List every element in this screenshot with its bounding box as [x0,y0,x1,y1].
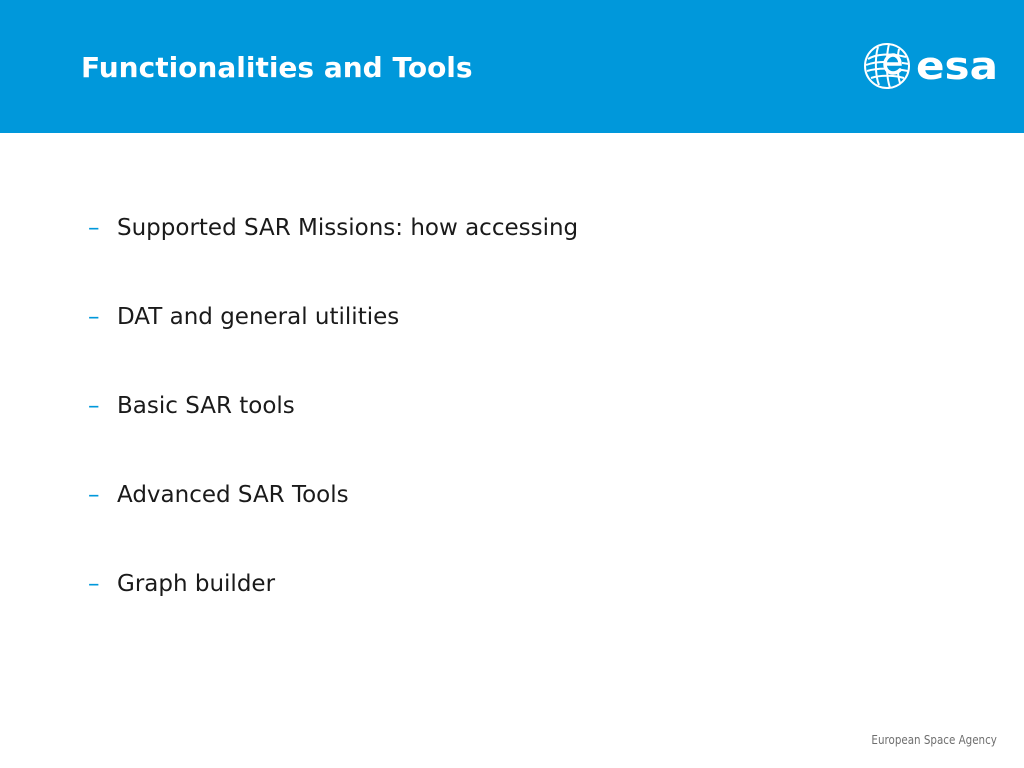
bullet-text: Graph builder [117,571,276,597]
bullet-text: Basic SAR tools [117,393,295,419]
slide-header-bar [0,0,1024,133]
bullet-marker: – [88,393,100,419]
esa-logo-text: esa [916,44,998,88]
bullet-text: Supported SAR Missions: how accessing [117,215,579,241]
bullet-marker: – [88,215,100,241]
slide-title: Functionalities and Tools [81,51,473,84]
footer-organization-name: European Space Agency [871,733,997,747]
esa-logo [862,40,1000,92]
esa-globe-icon [865,44,909,88]
bullet-text: DAT and general utilities [117,304,400,330]
bullet-text: Advanced SAR Tools [117,482,349,508]
bullet-marker: – [88,482,100,508]
bullet-marker: – [88,571,100,597]
bullet-marker: – [88,304,100,330]
